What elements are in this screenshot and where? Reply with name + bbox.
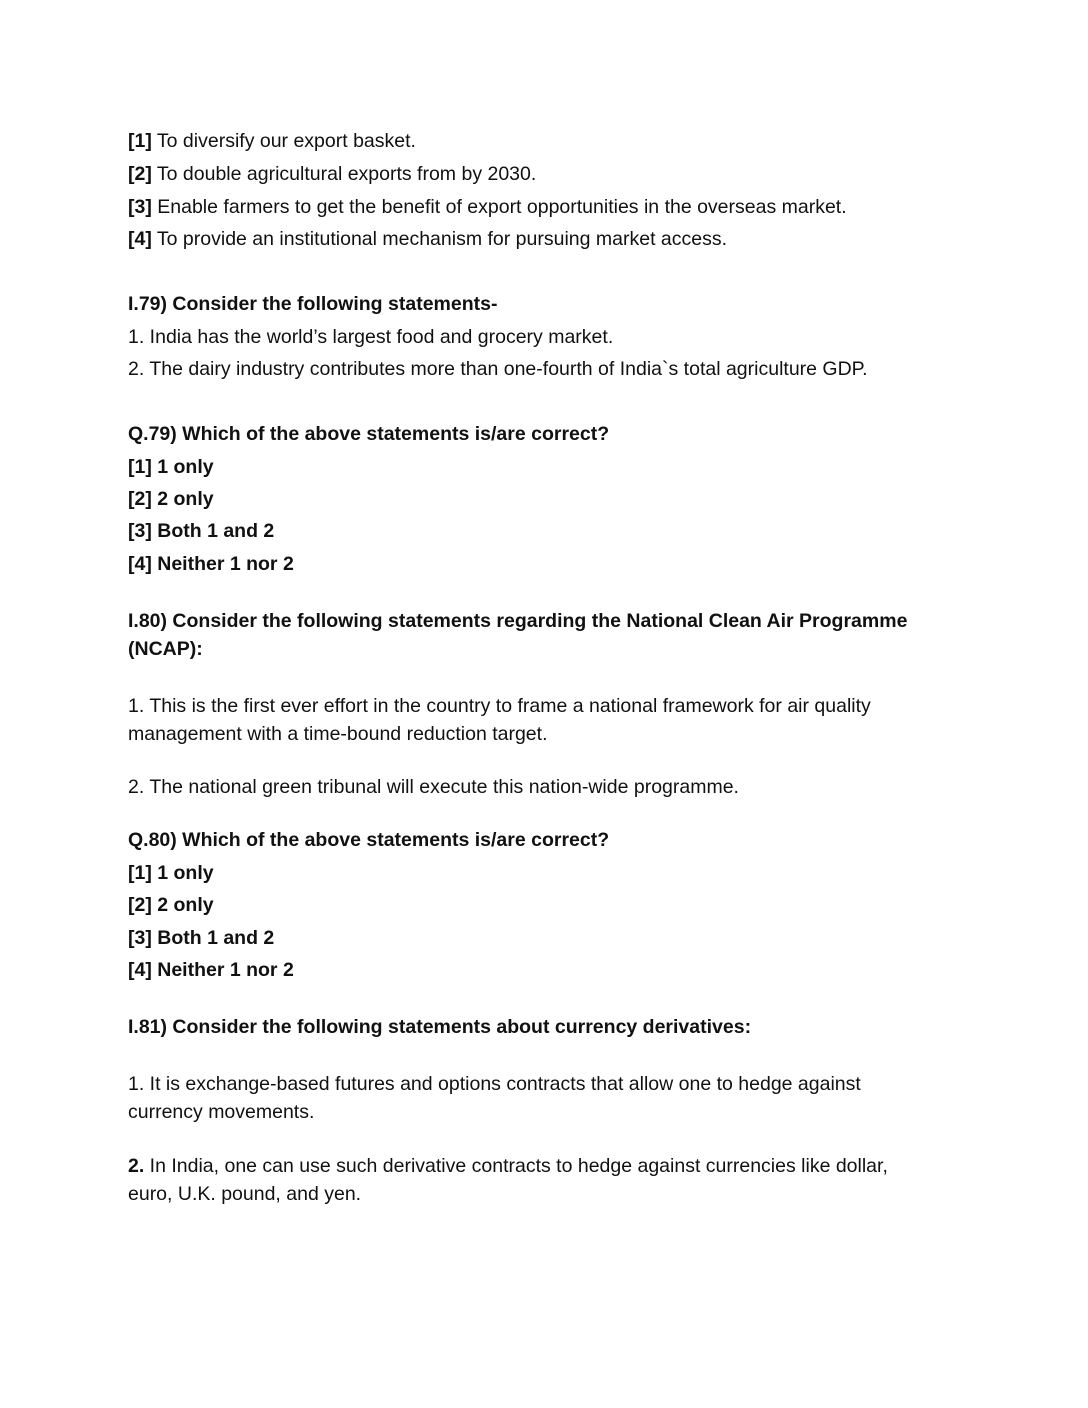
q79-option-3: [3] Both 1 and 2	[128, 520, 275, 542]
i80-statement-1-line1: 1. This is the first ever effort in the country to frame a national framework for air quality	[128, 695, 871, 717]
export-objective-4	[128, 228, 727, 251]
i80-statement-2: 2. The national green tribunal will execute this nation-wide programme.	[128, 776, 739, 798]
i81-statement-1-line1: 1. It is exchange-based futures and options contracts that allow one to hedge against	[128, 1073, 861, 1095]
i81-statement-2-line2: euro, U.K. pound, and yen.	[128, 1183, 362, 1205]
item-number: [1]	[128, 130, 152, 152]
item-number: [2]	[128, 163, 152, 185]
statement-text: In India, one can use such derivative contracts to hedge against currencies like dollar,	[144, 1155, 888, 1177]
i81-statement-1-line2: currency movements.	[128, 1101, 315, 1123]
i80-heading-line1: I.80) Consider the following statements regarding the National Clean Air Programme	[128, 610, 908, 632]
q79-question: Q.79) Which of the above statements is/are correct?	[128, 423, 610, 445]
export-objective-3	[128, 196, 847, 219]
item-text: To double agricultural exports from by 2030.	[151, 163, 537, 185]
statement-number: 2.	[128, 1155, 145, 1177]
item-number: [4]	[128, 228, 152, 250]
i79-statement-1: 1. India has the world’s largest food and grocery market.	[128, 326, 614, 348]
export-objective-1	[128, 130, 416, 153]
q80-option-3: [3] Both 1 and 2	[128, 927, 275, 949]
export-objective-2	[128, 163, 536, 186]
q79-option-4: [4] Neither 1 nor 2	[128, 553, 294, 575]
q80-option-2: [2] 2 only	[128, 894, 214, 916]
i81-statement-2-line1	[128, 1155, 888, 1178]
q79-option-2: [2] 2 only	[128, 488, 214, 510]
q80-option-4: [4] Neither 1 nor 2	[128, 959, 294, 981]
q80-option-1: [1] 1 only	[128, 862, 214, 884]
item-text: To diversify our export basket.	[151, 130, 416, 152]
i80-heading-line2: (NCAP):	[128, 638, 203, 660]
i81-heading: I.81) Consider the following statements about currency derivatives:	[128, 1016, 752, 1038]
item-number: [3]	[128, 196, 152, 218]
i79-statement-2: 2. The dairy industry contributes more than one-fourth of India`s total agriculture GDP.	[128, 358, 868, 380]
item-text: Enable farmers to get the benefit of export opportunities in the overseas market.	[151, 196, 847, 218]
i80-statement-1-line2: management with a time-bound reduction target.	[128, 723, 548, 745]
item-text: To provide an institutional mechanism for pursuing market access.	[151, 228, 728, 250]
q80-question: Q.80) Which of the above statements is/are correct?	[128, 829, 610, 851]
i79-heading: I.79) Consider the following statements-	[128, 293, 498, 315]
q79-option-1: [1] 1 only	[128, 456, 214, 478]
